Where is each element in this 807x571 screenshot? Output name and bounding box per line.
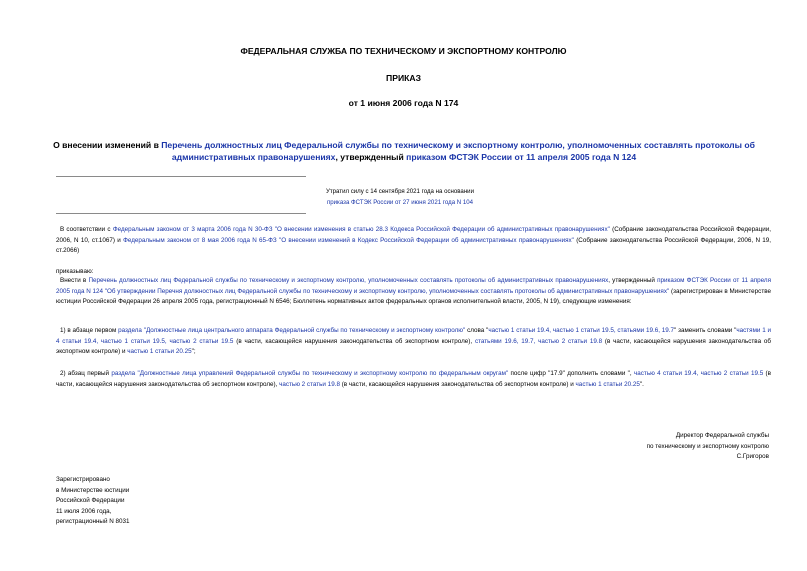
document-subject <box>34 139 774 163</box>
paragraph-amend: Внести в Перечень должностных лиц Федеральной службы по техническому и экспортному контролю, уполномоченных составлять протоколы об административных правонарушениях, утвержденный приказом ФСТЭК России от 11 апреля 2005 года N 124 "Об утверждении Перечня должностных лиц Федеральной службы по техническому и экспортному контролю, уполномоченных составлять протоколы об административных правонарушениях" (зарегистрирован в Министерстве юстиции Российской Федерации 26 апреля 2005 года, регистрационный N 6546; Бюллетень нормативных актов федеральных органов исполнительной власти, 2005, N 19), следующие изменения: <box>56 277 771 306</box>
registration-block: Зарегистрировано в Министерстве юстиции Российской Федерации 11 июля 2006 года, регистрационный N 8031 <box>56 476 130 525</box>
status-line: Утратил силу с 14 сентября 2021 года на основании <box>325 188 474 195</box>
subject-list-link[interactable]: Перечень должностных лиц Федеральной службы по техническому и экспортному контролю, уполномоченных составлять протоколы об административных правонарушениях <box>161 140 755 162</box>
agency-title: ФЕДЕРАЛЬНАЯ СЛУЖБА ПО ТЕХНИЧЕСКОМУ И ЭКСПОРТНОМУ КОНТРОЛЮ <box>240 46 567 56</box>
signature-position: Директор Федеральной службы <box>675 432 769 439</box>
subject-middle: , утвержденный <box>335 152 407 162</box>
document-date-number: от 1 июня 2006 года N 174 <box>348 98 459 108</box>
law-65-fz-link[interactable]: Федеральным законом от 8 мая 2006 года N 65-ФЗ "О внесении изменений в Кодекс Российской Федерации об административных правонарушениях" <box>123 236 574 244</box>
articles-19-6-link[interactable]: статьями 19.6, 19.7, частью 2 статьи 19.8 <box>474 337 603 345</box>
section-central-link[interactable]: раздела "Должностные лица центрального аппарата Федеральной службы по техническому и экспортному контролю" <box>118 327 466 334</box>
articles-old-link[interactable]: частью 1 статьи 19.4, частью 1 статьи 19.5, статьями 19.6, 19.7 <box>488 327 675 334</box>
paragraph-basis: В соответствии с Федеральным законом от 3 марта 2006 года N 30-ФЗ "О внесении изменения в статью 28.3 Кодекса Российской Федерации об административных правонарушениях" (Собрание законодательства Российской Федерации, 2006, N 10, ст.1067) и Федеральным законом от 8 мая 2006 года N 65-ФЗ "О внесении изменений в Кодекс Российской Федерации об административных правонарушениях" (Собрание законодательства Российской Федерации, 2006, N 19, ст.2066) <box>56 226 772 255</box>
divider-bottom <box>56 213 306 214</box>
subject-prefix: О внесении изменений в <box>53 140 162 150</box>
order-124-link[interactable]: приказом ФСТЭК России от 11 апреля 2005 года N 124 "Об утверждении Перечня должностных лиц Федеральной службы по техническому и экспортному контролю, уполномоченных составлять протоколы об административных правонарушениях" <box>56 277 771 295</box>
articles-19-4-link[interactable]: частью 4 статьи 19.4, частью 2 статьи 19.5 <box>634 370 764 377</box>
article-20-25-link-2[interactable]: частью 1 статьи 20.25 <box>575 380 640 388</box>
paragraph-change-2: 2) абзац первый раздела "Должностные лица управлений Федеральной службы по техническому и экспортному контролю по федеральным округам" после цифр "17.9" дополнить словами ", частью 4 статьи 19.4, частью 2 статьи 19.5 (в части, касающейся нарушения законодательства об экспортном контроле), частью 2 статьи 19.8 (в части, касающейся нарушения законодательства об экспортном контроле) и частью 1 статьи 20.25". <box>56 370 771 388</box>
section-regional-link[interactable]: раздела "Должностные лица управлений Федеральной службы по техническому и экспортному контролю по федеральным округам" <box>111 370 509 377</box>
law-30-fz-link[interactable]: Федеральным законом от 3 марта 2006 года N 30-ФЗ "О внесении изменения в статью 28.3 Кодекса Российской Федерации об административных правонарушениях" <box>112 226 610 233</box>
subject-order-link[interactable]: приказом ФСТЭК России от 11 апреля 2005 года N 124 <box>406 152 637 162</box>
articles-new-link[interactable]: частями 1 и 4 статьи 19.4, частью 1 статьи 19.5, частью 2 статьи 19.5 <box>56 327 772 345</box>
signature-agency: по техническому и экспортному контролю <box>646 442 769 450</box>
article-19-8-link[interactable]: частью 2 статьи 19.8 <box>279 380 340 388</box>
status-note <box>290 186 510 208</box>
status-repeal-link[interactable]: приказа ФСТЭК России от 27 июня 2021 года N 104 <box>326 199 474 206</box>
signature-block <box>600 431 769 463</box>
document-kind: ПРИКАЗ <box>386 73 421 83</box>
paragraph-order: приказываю: <box>56 268 94 275</box>
signature-name: С.Григоров <box>736 453 769 460</box>
list-link[interactable]: Перечень должностных лиц Федеральной службы по техническому и экспортному контролю, уполномоченных составлять протоколы об административных правонарушениях <box>88 277 609 284</box>
paragraph-change-1: 1) в абзаце первом раздела "Должностные лица центрального аппарата Федеральной службы по техническому и экспортному контролю" слова "частью 1 статьи 19.4, частью 1 статьи 19.5, статьями 19.6, 19.7" заменить словами "частями 1 и 4 статьи 19.4, частью 1 статьи 19.5, частью 2 статьи 19.5 (в части, касающейся нарушения законодательства об экспортном контроле), статьями 19.6, 19.7, частью 2 статьи 19.8 (в части, касающейся нарушения законодательства об экспортном контроле) и частью 1 статьи 20.25"; <box>56 327 772 356</box>
divider-top <box>56 176 306 177</box>
article-20-25-link[interactable]: частью 1 статьи 20.25 <box>127 348 192 356</box>
